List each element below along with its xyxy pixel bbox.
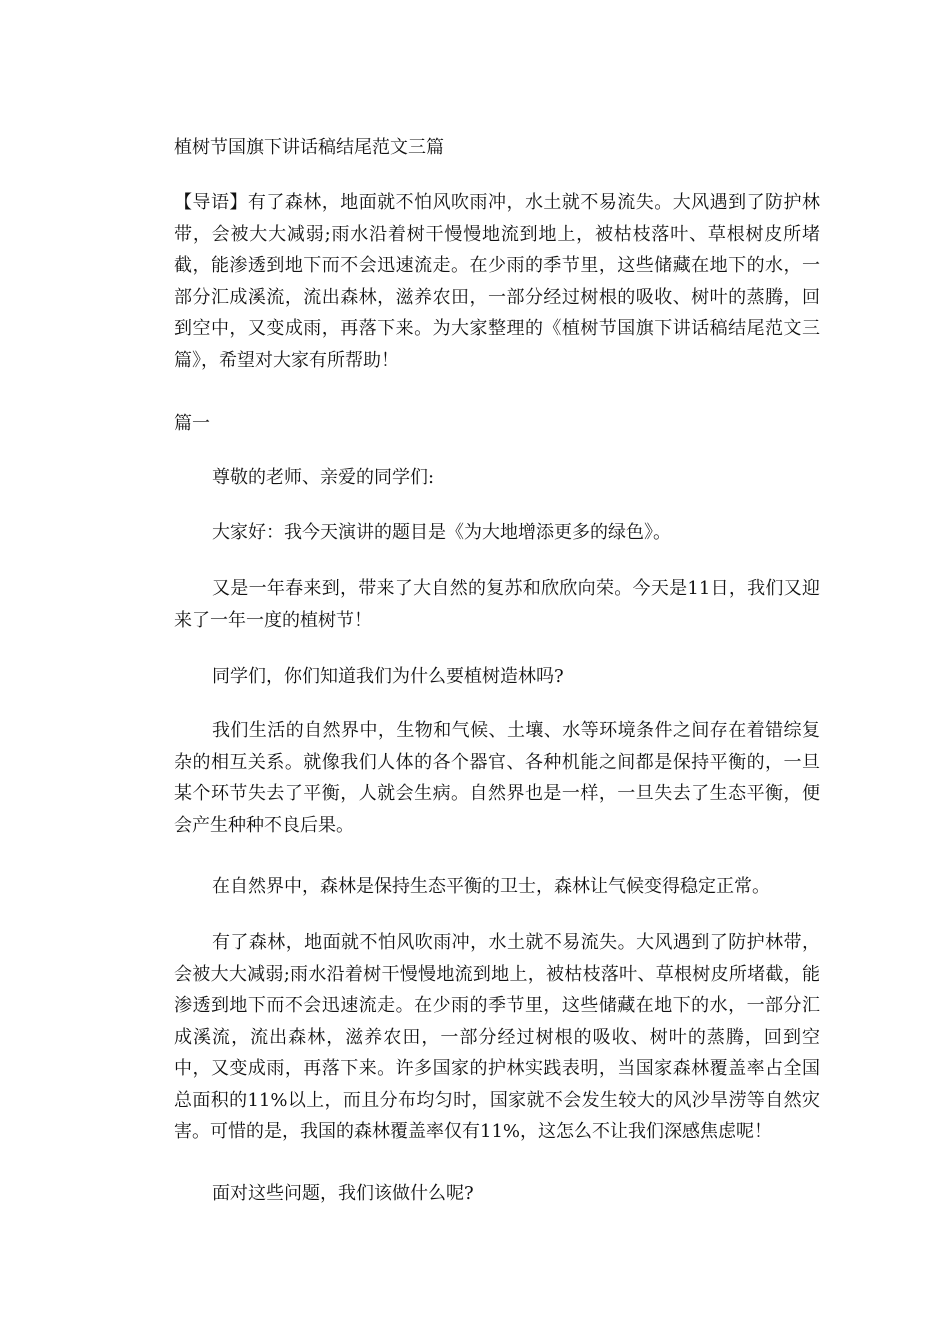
document-title: 植树节国旗下讲话稿结尾范文三篇 [174,137,444,158]
paragraph-what-to-do: 面对这些问题，我们该做什么呢? [212,1183,474,1204]
paragraph-nature-balance: 我们生活的自然界中，生物和气候、土壤、水等环境条件之间存在着错综复杂的相互关系。就像我们人体的各个器官、各种机能之间都是保持平衡的，一旦某个环节失去了平衡，人就会生病。自然界也是一样，一旦失去了生态平衡，便会产生种种不良后果。 [174,720,820,836]
paragraph-forest-guard: 在自然界中，森林是保持生态平衡的卫士，森林让气候变得稳定正常。 [212,876,770,897]
paragraph-spring: 又是一年春来到，带来了大自然的复苏和欣欣向荣。今天是11日，我们又迎来了一年一度的植树节！ [174,578,820,631]
paragraph-greeting: 大家好：我今天演讲的题目是《为大地增添更多的绿色》。 [212,522,671,543]
paragraph-salutation: 尊敬的老师、亲爱的同学们: [212,467,435,488]
section-label: 篇一 [174,413,210,434]
paragraph-question: 同学们，你们知道我们为什么要植树造林吗? [212,666,564,687]
paragraph-forest-benefits: 有了森林，地面就不怕风吹雨冲，水土就不易流失。大风遇到了防护林带，会被大大减弱;雨水沿着树干慢慢地流到地上，被枯枝落叶、草根树皮所堵截，能渗透到地下而不会迅速流走。在少雨的季节里，这些储藏在地下的水，一部分汇成溪流，流出森林，滋养农田，一部分经过树根的吸收、树叶的蒸腾，回到空中，又变成雨，再落下来。许多国家的护林实践表明，当国家森林覆盖率占全国总面积的11%以上，而且分布均匀时，国家就不会发生较大的风沙旱涝等自然灾害。可惜的是，我国的森林覆盖率仅有11%，这怎么不让我们深感焦虑呢！ [174,932,820,1142]
intro-paragraph: 【导语】有了森林，地面就不怕风吹雨冲，水土就不易流失。大风遇到了防护林带，会被大大减弱;雨水沿着树干慢慢地流到地上，被枯枝落叶、草根树皮所堵截，能渗透到地下而不会迅速流走。在少雨的季节里，这些储藏在地下的水，一部分汇成溪流，流出森林，滋养农田，一部分经过树根的吸收、树叶的蒸腾，回到空中，又变成雨，再落下来。为大家整理的《植树节国旗下讲话稿结尾范文三篇》，希望对大家有所帮助！ [174,192,820,371]
